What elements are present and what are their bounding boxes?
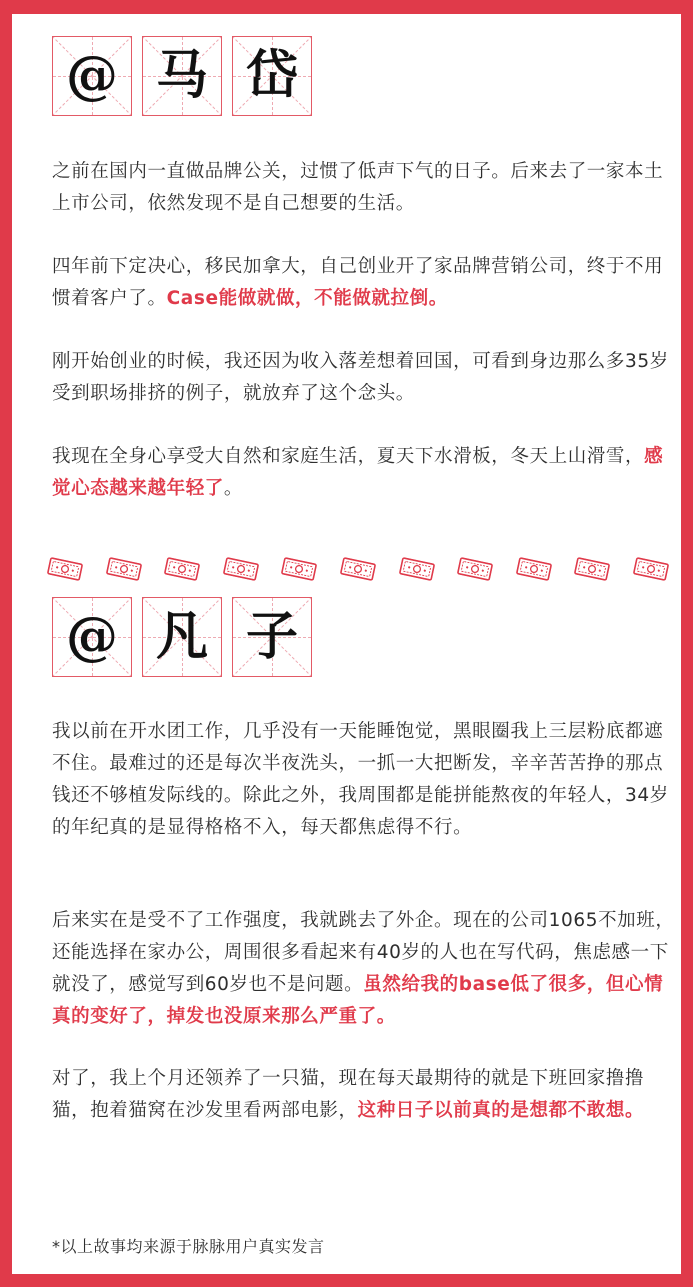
- text-run: 之前在国内一直做品牌公关，过惯了低声下气的日子。后来去了一家本土上市公司，依然发现不是自己想要的生活。: [52, 161, 664, 214]
- name-grid-box: [52, 36, 132, 116]
- source-footnote: *以上故事均来源于脉脉用户真实发言: [52, 1237, 325, 1256]
- money-bill-icon: [47, 557, 84, 582]
- name-char: @: [66, 45, 118, 106]
- money-bill-icon: [398, 557, 435, 582]
- text-run: 后来实在是受不了工作强度，我就跳去了外企。现在的公司1065不加班，还能选择在家办公，周围很多看起来有40岁的人也在写代码，焦虑感一下就没了，感觉写到60岁也不是问题。: [52, 910, 675, 995]
- name-grid-box: [142, 597, 222, 677]
- name-char: 马: [155, 45, 208, 106]
- story2-paragraph-3: [52, 1063, 677, 1127]
- money-divider: [48, 557, 668, 581]
- money-bill-icon: [222, 557, 259, 582]
- text-run: 我现在全身心享受大自然和家庭生活，夏天下水滑板，冬天上山滑雪，: [52, 446, 645, 467]
- author-name-2: [52, 597, 312, 677]
- highlight-text: 虽然给我的base低了很多，但心情真的变好了，掉发也没原来那么严重了。: [52, 974, 664, 1027]
- story2-paragraph-2: [52, 905, 677, 1033]
- author-name-1: [52, 36, 312, 116]
- name-char: @: [66, 606, 118, 667]
- money-bill-icon: [632, 557, 669, 582]
- highlight-text: Case能做就做，不能做就拉倒。: [166, 288, 448, 309]
- name-grid-box: [142, 36, 222, 116]
- text-run: 我以前在开水团工作，几乎没有一天能睡饱觉，黑眼圈我上三层粉底都遮不住。最难过的还是每次半夜洗头，一抓一大把断发，辛辛苦苦挣的那点钱还不够植发际线的。除此之外，我周围都是能拼能熬夜的年轻人，34岁的年纪真的是显得格格不入，每天都焦虑得不行。: [52, 721, 669, 838]
- money-bill-icon: [457, 557, 494, 582]
- text-run: 对了，我上个月还领养了一只猫，现在每天最期待的就是下班回家撸撸猫，抱着猫窝在沙发里看两部电影，: [52, 1068, 645, 1121]
- story1-paragraph-2: [52, 251, 677, 315]
- highlight-text: 这种日子以前真的是想都不敢想。: [357, 1100, 645, 1121]
- text-run: 。: [223, 478, 244, 499]
- money-bill-icon: [339, 557, 376, 582]
- name-char: 凡: [155, 606, 208, 667]
- story2-paragraph-1: [52, 716, 677, 844]
- name-grid-box: [52, 597, 132, 677]
- name-char: 岱: [245, 45, 298, 106]
- name-grid-box: [232, 597, 312, 677]
- story1-paragraph-1: [52, 156, 677, 220]
- money-bill-icon: [164, 557, 201, 582]
- money-bill-icon: [515, 557, 552, 582]
- money-bill-icon: [105, 557, 142, 582]
- story1-paragraph-4: [52, 441, 677, 505]
- name-char: 子: [245, 606, 298, 667]
- text-run: 四年前下定决心，移民加拿大，自己创业开了家品牌营销公司，终于不用惯着客户了。: [52, 256, 664, 309]
- story1-paragraph-3: [52, 346, 677, 410]
- money-bill-icon: [281, 557, 318, 582]
- highlight-text: 感觉心态越来越年轻了: [52, 446, 664, 499]
- text-run: 刚开始创业的时候，我还因为收入落差想着回国，可看到身边那么多35岁受到职场排挤的例子，就放弃了这个念头。: [52, 351, 669, 404]
- name-grid-box: [232, 36, 312, 116]
- money-bill-icon: [574, 557, 611, 582]
